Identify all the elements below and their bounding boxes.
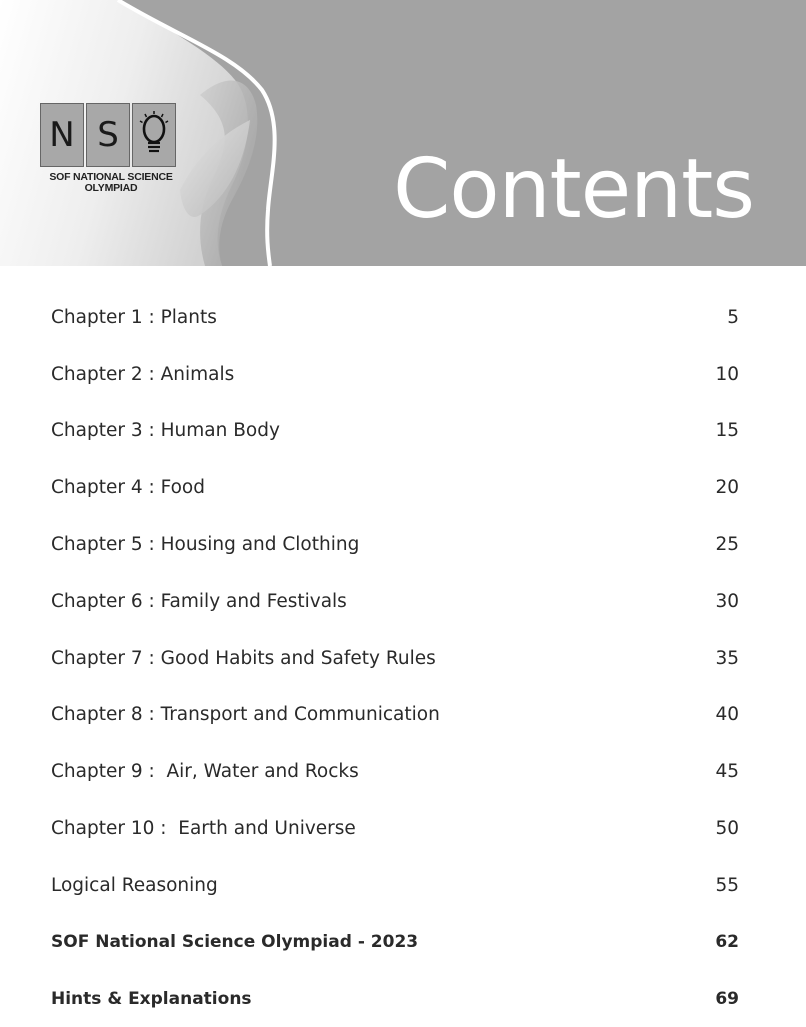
toc-entry[interactable] bbox=[51, 459, 739, 516]
toc-entry-page: 15 bbox=[715, 420, 739, 442]
toc-entry-title: Chapter 4 : Food bbox=[51, 477, 205, 499]
logo-letter-s: S bbox=[86, 103, 130, 167]
toc-entry[interactable] bbox=[51, 630, 739, 687]
toc-entry-title: Chapter 8 : Transport and Communication bbox=[51, 704, 440, 726]
toc-entry-title: Chapter 5 : Housing and Clothing bbox=[51, 534, 360, 556]
logo-caption-line2: OLYMPIAD bbox=[84, 182, 138, 194]
toc-entry[interactable] bbox=[51, 914, 739, 971]
logo-bulb-icon bbox=[132, 103, 176, 167]
toc-entry[interactable] bbox=[51, 516, 739, 573]
nso-logo bbox=[40, 103, 182, 194]
toc-entry-title: Chapter 6 : Family and Festivals bbox=[51, 590, 347, 612]
toc-entry-page: 45 bbox=[715, 761, 739, 783]
page-title: Contents bbox=[393, 142, 754, 237]
toc-entry-page: 25 bbox=[715, 534, 739, 556]
toc-entry-page: 62 bbox=[715, 932, 739, 953]
toc-entry[interactable] bbox=[51, 403, 739, 460]
toc-entry-page: 30 bbox=[715, 590, 739, 612]
toc-entry-page: 50 bbox=[715, 818, 739, 840]
toc-entry[interactable] bbox=[51, 743, 739, 800]
toc-entry-page: 55 bbox=[715, 874, 739, 896]
logo-letter-boxes bbox=[40, 103, 182, 167]
toc-entry-page: 40 bbox=[715, 704, 739, 726]
toc-entry[interactable] bbox=[51, 289, 739, 346]
toc-entry-title: Chapter 3 : Human Body bbox=[51, 420, 280, 442]
logo-letter-n: N bbox=[40, 103, 84, 167]
toc-entry-title: Chapter 10 : Earth and Universe bbox=[51, 818, 356, 840]
logo-caption bbox=[40, 172, 182, 194]
logo-caption-line1: SOF NATIONAL SCIENCE bbox=[49, 171, 173, 183]
toc-entry[interactable] bbox=[51, 687, 739, 744]
toc-entry-title: Chapter 9 : Air, Water and Rocks bbox=[51, 761, 359, 783]
toc-entry-page: 35 bbox=[715, 647, 739, 669]
toc-entry-page: 10 bbox=[715, 363, 739, 385]
header-banner bbox=[0, 0, 806, 266]
toc-entry-title: Hints & Explanations bbox=[51, 988, 252, 1009]
toc-entry[interactable] bbox=[51, 971, 739, 1027]
toc-entry[interactable] bbox=[51, 573, 739, 630]
toc-entry-title: SOF National Science Olympiad - 2023 bbox=[51, 932, 419, 953]
toc-entry-page: 69 bbox=[715, 988, 739, 1009]
toc-entry-title: Chapter 7 : Good Habits and Safety Rules bbox=[51, 647, 436, 669]
toc-entry-title: Logical Reasoning bbox=[51, 874, 218, 896]
toc-entry-page: 5 bbox=[727, 306, 739, 328]
toc-entry-page: 20 bbox=[715, 477, 739, 499]
table-of-contents bbox=[51, 289, 739, 1027]
toc-entry[interactable] bbox=[51, 857, 739, 914]
toc-entry[interactable] bbox=[51, 346, 739, 403]
toc-entry-title: Chapter 2 : Animals bbox=[51, 363, 235, 385]
toc-entry[interactable] bbox=[51, 800, 739, 857]
toc-entry-title: Chapter 1 : Plants bbox=[51, 306, 217, 328]
